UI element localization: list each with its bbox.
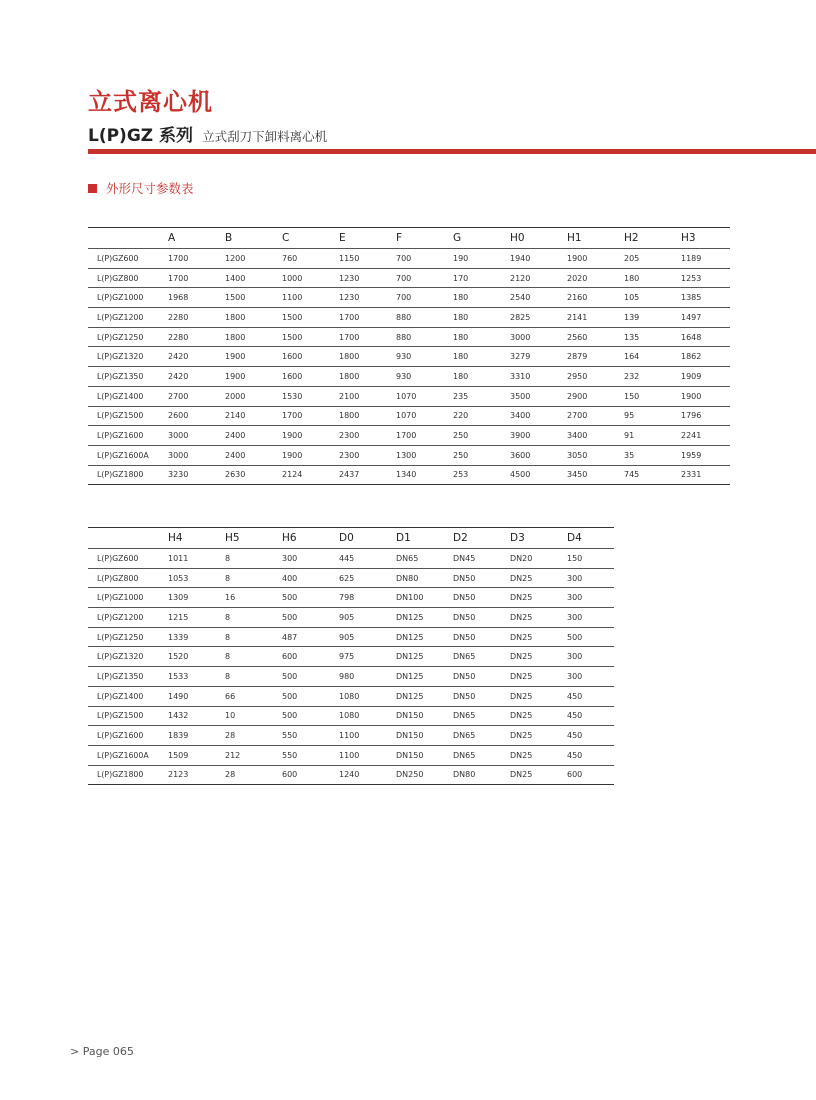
value-cell: 300 [567,647,614,667]
model-cell: L(P)GZ1200 [88,308,168,328]
value-cell: 8 [225,647,282,667]
value-cell: DN25 [510,726,567,746]
value-cell: DN150 [396,706,453,726]
table-row [88,549,614,569]
model-cell: L(P)GZ1600A [88,745,168,765]
value-cell: 1800 [339,367,396,387]
value-cell: 1080 [339,686,396,706]
column-header: F [396,228,453,249]
value-cell: 300 [567,568,614,588]
value-cell: 105 [624,288,681,308]
value-cell: 400 [282,568,339,588]
value-cell: DN25 [510,745,567,765]
value-cell: 1900 [567,249,624,269]
value-cell: DN25 [510,765,567,785]
value-cell: 300 [282,549,339,569]
model-cell: L(P)GZ1350 [88,667,168,687]
table-row [88,706,614,726]
table-row [88,627,614,647]
value-cell: 2020 [567,268,624,288]
value-cell: 1230 [339,288,396,308]
value-cell: 3600 [510,445,567,465]
value-cell: 1000 [282,268,339,288]
column-header: C [282,228,339,249]
model-cell: L(P)GZ600 [88,249,168,269]
value-cell: 235 [453,386,510,406]
dimension-table-2 [88,527,614,785]
value-cell: 500 [282,706,339,726]
value-cell: 2280 [168,327,225,347]
value-cell: 220 [453,406,510,426]
value-cell: 1500 [282,327,339,347]
model-column-header [88,528,168,549]
value-cell: 205 [624,249,681,269]
value-cell: DN50 [453,608,510,628]
value-cell: 8 [225,667,282,687]
value-cell: 180 [453,308,510,328]
value-cell: 880 [396,308,453,328]
value-cell: 300 [567,608,614,628]
value-cell: 1900 [282,426,339,446]
value-cell: 2000 [225,386,282,406]
value-cell: 2879 [567,347,624,367]
value-cell: DN250 [396,765,453,785]
column-header: D3 [510,528,567,549]
value-cell: DN50 [453,588,510,608]
value-cell: 91 [624,426,681,446]
value-cell: 1839 [168,726,225,746]
value-cell: 2630 [225,465,282,485]
column-header: A [168,228,225,249]
value-cell: 1520 [168,647,225,667]
model-cell: L(P)GZ1500 [88,706,168,726]
value-cell: 1940 [510,249,567,269]
value-cell: 253 [453,465,510,485]
value-cell: DN80 [396,568,453,588]
value-cell: 2141 [567,308,624,328]
value-cell: 1800 [225,327,282,347]
table-row [88,249,730,269]
value-cell: 1240 [339,765,396,785]
value-cell: 1533 [168,667,225,687]
value-cell: 1900 [282,445,339,465]
value-cell: DN50 [453,568,510,588]
table-row [88,386,730,406]
value-cell: 1490 [168,686,225,706]
model-cell: L(P)GZ1250 [88,327,168,347]
value-cell: 16 [225,588,282,608]
value-cell: DN25 [510,667,567,687]
value-cell: 212 [225,745,282,765]
value-cell: 1230 [339,268,396,288]
value-cell: 450 [567,706,614,726]
value-cell: DN20 [510,549,567,569]
value-cell: 1600 [282,367,339,387]
value-cell: 3500 [510,386,567,406]
model-cell: L(P)GZ1600A [88,445,168,465]
value-cell: 2300 [339,426,396,446]
table-header-row [88,228,730,249]
value-cell: 2950 [567,367,624,387]
value-cell: 180 [453,327,510,347]
value-cell: 1900 [225,367,282,387]
value-cell: 150 [567,549,614,569]
value-cell: DN65 [453,706,510,726]
value-cell: 2700 [567,406,624,426]
value-cell: DN45 [453,549,510,569]
value-cell: 1900 [225,347,282,367]
value-cell: 2825 [510,308,567,328]
value-cell: DN25 [510,706,567,726]
value-cell: 500 [567,627,614,647]
model-cell: L(P)GZ1250 [88,627,168,647]
value-cell: 1385 [681,288,730,308]
value-cell: 4500 [510,465,567,485]
value-cell: 2540 [510,288,567,308]
value-cell: 2120 [510,268,567,288]
value-cell: 930 [396,347,453,367]
value-cell: 1100 [282,288,339,308]
value-cell: 975 [339,647,396,667]
value-cell: 2420 [168,347,225,367]
value-cell: 1400 [225,268,282,288]
value-cell: 450 [567,726,614,746]
value-cell: 250 [453,426,510,446]
value-cell: DN80 [453,765,510,785]
series-name: L(P)GZ 系列 [88,126,194,146]
value-cell: 3400 [510,406,567,426]
model-cell: L(P)GZ1800 [88,765,168,785]
value-cell: 2140 [225,406,282,426]
value-cell: 3900 [510,426,567,446]
column-header: H6 [282,528,339,549]
value-cell: 1253 [681,268,730,288]
column-header: H1 [567,228,624,249]
value-cell: 3000 [510,327,567,347]
value-cell: 300 [567,588,614,608]
value-cell: 930 [396,367,453,387]
table-row [88,327,730,347]
value-cell: 170 [453,268,510,288]
value-cell: 1080 [339,706,396,726]
value-cell: 700 [396,249,453,269]
value-cell: 1800 [339,347,396,367]
value-cell: 487 [282,627,339,647]
value-cell: 1500 [225,288,282,308]
value-cell: 1189 [681,249,730,269]
value-cell: DN50 [453,667,510,687]
column-header: D2 [453,528,510,549]
value-cell: DN125 [396,647,453,667]
value-cell: 8 [225,627,282,647]
value-cell: 8 [225,549,282,569]
value-cell: 1800 [339,406,396,426]
value-cell: 2900 [567,386,624,406]
value-cell: 1070 [396,406,453,426]
model-cell: L(P)GZ1320 [88,647,168,667]
value-cell: 905 [339,608,396,628]
value-cell: 2100 [339,386,396,406]
table-row [88,465,730,485]
value-cell: DN125 [396,608,453,628]
table-row [88,726,614,746]
value-cell: 1648 [681,327,730,347]
value-cell: DN125 [396,686,453,706]
value-cell: 1600 [282,347,339,367]
value-cell: 1100 [339,726,396,746]
value-cell: 1700 [339,308,396,328]
series-heading [88,121,327,146]
value-cell: 500 [282,667,339,687]
value-cell: DN65 [396,549,453,569]
value-cell: 2437 [339,465,396,485]
value-cell: 8 [225,568,282,588]
value-cell: 1497 [681,308,730,328]
column-header: G [453,228,510,249]
column-header: H0 [510,228,567,249]
value-cell: 2331 [681,465,730,485]
model-cell: L(P)GZ1800 [88,465,168,485]
table-row [88,308,730,328]
model-cell: L(P)GZ1600 [88,426,168,446]
value-cell: 2124 [282,465,339,485]
table-row [88,686,614,706]
value-cell: DN25 [510,608,567,628]
table-row [88,745,614,765]
value-cell: DN50 [453,627,510,647]
value-cell: 3050 [567,445,624,465]
value-cell: 28 [225,726,282,746]
page-number: > Page 065 [70,1045,134,1058]
column-header: D1 [396,528,453,549]
value-cell: 66 [225,686,282,706]
column-header: H5 [225,528,282,549]
value-cell: 2560 [567,327,624,347]
column-header: D0 [339,528,396,549]
value-cell: 2300 [339,445,396,465]
value-cell: 500 [282,686,339,706]
value-cell: 28 [225,765,282,785]
value-cell: 1700 [168,249,225,269]
value-cell: 1968 [168,288,225,308]
value-cell: 180 [453,367,510,387]
table-row [88,608,614,628]
table-row [88,588,614,608]
value-cell: 2400 [225,445,282,465]
value-cell: 3450 [567,465,624,485]
value-cell: 1796 [681,406,730,426]
value-cell: 2160 [567,288,624,308]
model-cell: L(P)GZ800 [88,268,168,288]
value-cell: DN50 [453,686,510,706]
value-cell: 10 [225,706,282,726]
value-cell: 445 [339,549,396,569]
model-cell: L(P)GZ600 [88,549,168,569]
value-cell: 232 [624,367,681,387]
value-cell: 164 [624,347,681,367]
value-cell: 3230 [168,465,225,485]
value-cell: 1340 [396,465,453,485]
value-cell: 180 [624,268,681,288]
value-cell: 1300 [396,445,453,465]
value-cell: 760 [282,249,339,269]
section-title: 外形尺寸参数表 [106,181,194,196]
value-cell: 600 [282,647,339,667]
value-cell: 1200 [225,249,282,269]
value-cell: DN25 [510,568,567,588]
table-row [88,765,614,785]
value-cell: 3000 [168,445,225,465]
value-cell: 135 [624,327,681,347]
value-cell: 1700 [396,426,453,446]
model-cell: L(P)GZ800 [88,568,168,588]
value-cell: 1700 [282,406,339,426]
value-cell: 180 [453,288,510,308]
table-row [88,268,730,288]
value-cell: 550 [282,745,339,765]
value-cell: 1500 [282,308,339,328]
header-divider [88,149,816,154]
column-header: H4 [168,528,225,549]
value-cell: 1070 [396,386,453,406]
column-header: H2 [624,228,681,249]
value-cell: 8 [225,608,282,628]
dimension-table-1 [88,227,730,485]
table-row [88,347,730,367]
value-cell: 2400 [225,426,282,446]
column-header: B [225,228,282,249]
value-cell: 190 [453,249,510,269]
value-cell: DN100 [396,588,453,608]
square-bullet-icon [88,184,97,193]
value-cell: 1909 [681,367,730,387]
table-row [88,647,614,667]
value-cell: DN25 [510,627,567,647]
section-heading [88,179,194,197]
value-cell: 1800 [225,308,282,328]
table-row [88,426,730,446]
model-cell: L(P)GZ1400 [88,386,168,406]
value-cell: 1862 [681,347,730,367]
value-cell: 1011 [168,549,225,569]
value-cell: 1309 [168,588,225,608]
value-cell: 1959 [681,445,730,465]
value-cell: 150 [624,386,681,406]
model-cell: L(P)GZ1000 [88,588,168,608]
value-cell: DN25 [510,647,567,667]
table-row [88,406,730,426]
value-cell: DN125 [396,627,453,647]
model-cell: L(P)GZ1400 [88,686,168,706]
value-cell: DN25 [510,686,567,706]
value-cell: 3400 [567,426,624,446]
value-cell: 550 [282,726,339,746]
value-cell: 700 [396,288,453,308]
table-row [88,445,730,465]
value-cell: 500 [282,588,339,608]
table-row [88,667,614,687]
value-cell: 2241 [681,426,730,446]
value-cell: 2600 [168,406,225,426]
value-cell: 95 [624,406,681,426]
table-row [88,367,730,387]
value-cell: 1339 [168,627,225,647]
model-cell: L(P)GZ1500 [88,406,168,426]
value-cell: DN65 [453,745,510,765]
model-cell: L(P)GZ1320 [88,347,168,367]
value-cell: 2123 [168,765,225,785]
value-cell: 35 [624,445,681,465]
column-header: H3 [681,228,730,249]
table-row [88,288,730,308]
value-cell: 450 [567,745,614,765]
value-cell: DN150 [396,745,453,765]
value-cell: 3000 [168,426,225,446]
value-cell: 1530 [282,386,339,406]
value-cell: 180 [453,347,510,367]
value-cell: 1100 [339,745,396,765]
value-cell: 2700 [168,386,225,406]
value-cell: 139 [624,308,681,328]
column-header: D4 [567,528,614,549]
value-cell: 880 [396,327,453,347]
value-cell: 2280 [168,308,225,328]
page-title: 立式离心机 [88,88,213,116]
value-cell: 250 [453,445,510,465]
value-cell: DN125 [396,667,453,687]
value-cell: 1215 [168,608,225,628]
value-cell: 1700 [168,268,225,288]
value-cell: 980 [339,667,396,687]
value-cell: 2420 [168,367,225,387]
value-cell: DN65 [453,726,510,746]
value-cell: 450 [567,686,614,706]
value-cell: 1900 [681,386,730,406]
model-cell: L(P)GZ1000 [88,288,168,308]
value-cell: 1509 [168,745,225,765]
value-cell: 600 [567,765,614,785]
value-cell: 798 [339,588,396,608]
model-cell: L(P)GZ1600 [88,726,168,746]
value-cell: DN65 [453,647,510,667]
value-cell: 600 [282,765,339,785]
value-cell: 1700 [339,327,396,347]
value-cell: 300 [567,667,614,687]
column-header: E [339,228,396,249]
value-cell: 3310 [510,367,567,387]
model-cell: L(P)GZ1350 [88,367,168,387]
model-cell: L(P)GZ1200 [88,608,168,628]
value-cell: 905 [339,627,396,647]
value-cell: 1432 [168,706,225,726]
value-cell: DN150 [396,726,453,746]
value-cell: 700 [396,268,453,288]
value-cell: DN25 [510,588,567,608]
table-row [88,568,614,588]
value-cell: 625 [339,568,396,588]
value-cell: 1150 [339,249,396,269]
table-header-row [88,528,614,549]
value-cell: 745 [624,465,681,485]
value-cell: 1053 [168,568,225,588]
value-cell: 500 [282,608,339,628]
value-cell: 3279 [510,347,567,367]
model-column-header [88,228,168,249]
series-description: 立式刮刀下卸料离心机 [202,129,328,144]
